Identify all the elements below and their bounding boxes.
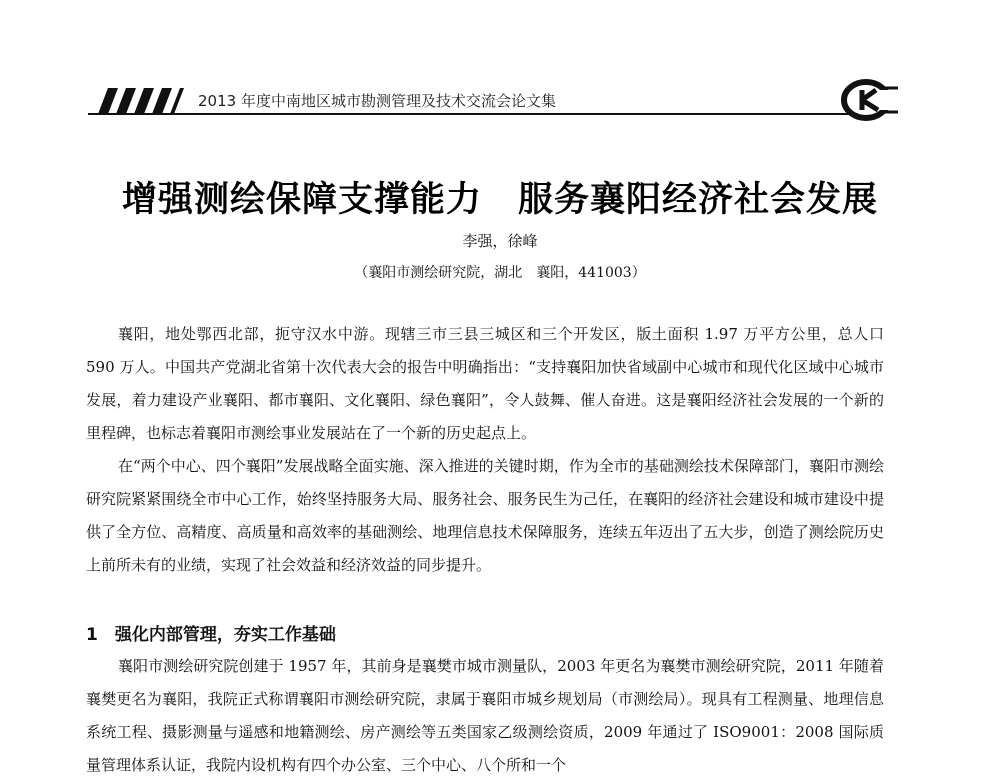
section-heading-1: 1 强化内部管理，夯实工作基础 [86,625,336,645]
running-header [88,80,908,116]
journal-title: 2013 年度中南地区城市勘测管理及技术交流会论文集 [198,92,556,110]
paragraph-intro: 襄阳，地处鄂西北部，扼守汉水中游。现辖三市三县三城区和三个开发区，版土面积 1.97 万平方公里，总人口 590 万人。中国共产党湖北省第十次代表大会的报告中明确指出：“支持襄阳加快省域副中心城市和现代化区域中心城市发展，着力建设产业襄阳、都市襄阳、文化襄阳、绿色襄阳”，令人鼓舞、催人奋进。这是襄阳经济社会发展的一个新的里程碑，也标志着襄阳市测绘事业发展站在了一个新的历史起点上。 [86,325,884,442]
header-stripes-icon [88,88,184,114]
article-authors: 李强，徐峰 [462,232,538,250]
paragraph-strategy: 在“两个中心、四个襄阳”发展战略全面实施、深入推进的关键时期，作为全市的基础测绘技术保障部门，襄阳市测绘研究院紧紧围绕全市中心工作，始终坚持服务大局、服务社会、服务民生为己任，在襄阳的经济社会建设和城市建设中提供了全方位、高精度、高质量和高效率的基础测绘、地理信息技术保障服务，连续五年迈出了五大步，创造了测绘院历史上前所未有的业绩，实现了社会效益和经济效益的同步提升。 [86,457,884,574]
paragraph-section1: 襄阳市测绘研究院创建于 1957 年，其前身是襄樊市城市测量队，2003 年更名为襄樊市测绘研究院，2011 年随着襄樊更名为襄阳，我院正式称谓襄阳市测绘研究院，隶属于襄阳市城乡规划局（市测绘局）。现具有工程测量、地理信息系统工程、摄影测量与遥感和地籍测绘、房产测绘等五类国家乙级测绘资质，2009 年通过了 ISO9001：2008 国际质量管理体系认证，我院内设机构有四个办公室、三个中心、八个所和一个 [86,657,884,774]
publisher-logo-icon [840,78,900,122]
article-title: 增强测绘保障支撑能力 服务襄阳经济社会发展 [121,179,878,220]
article-affiliation: （襄阳市测绘研究院，湖北 襄阳，441003） [354,265,646,281]
header-rule [88,113,858,115]
